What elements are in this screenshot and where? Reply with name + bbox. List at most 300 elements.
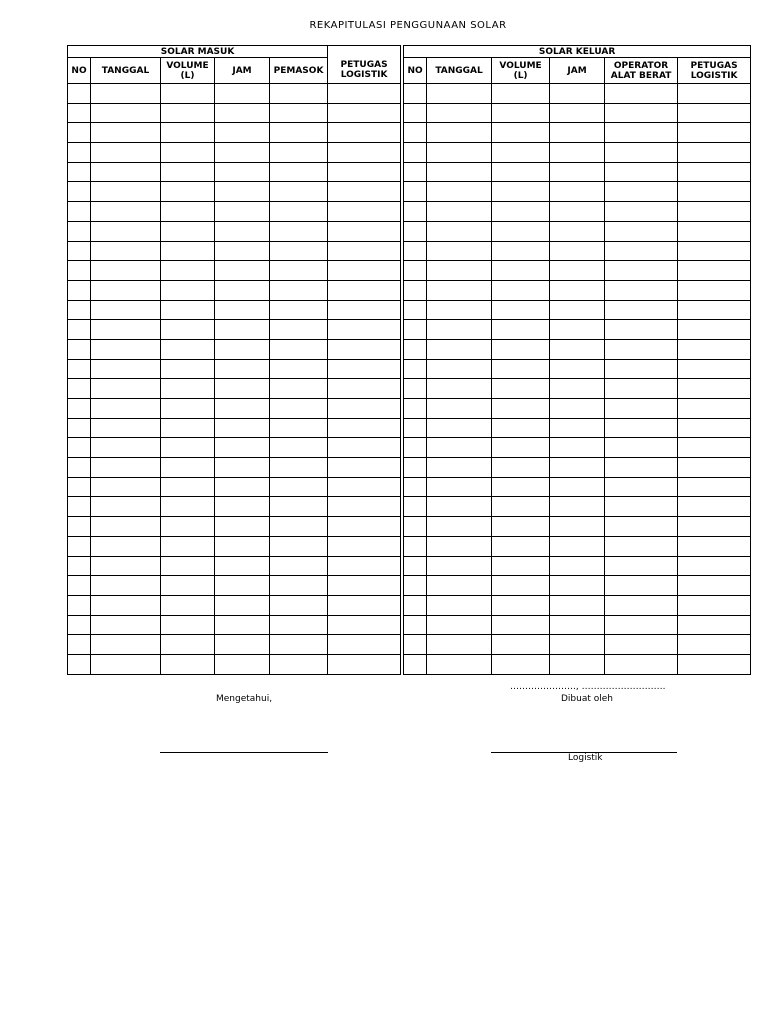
table-cell [68, 379, 91, 399]
table-cell [68, 477, 91, 497]
table-cell [161, 143, 215, 163]
petugas-logistik-top-cell [328, 46, 401, 58]
table-cell [404, 300, 427, 320]
table-cell [68, 517, 91, 537]
table-cell [404, 261, 427, 281]
table-cell [328, 300, 401, 320]
table-cell [404, 654, 427, 674]
table-cell [605, 556, 678, 576]
table-cell [492, 320, 550, 340]
table-row [68, 615, 751, 635]
table-cell [427, 595, 492, 615]
table-cell [91, 84, 161, 104]
table-cell [161, 418, 215, 438]
table-cell [678, 458, 751, 478]
table-cell [215, 477, 270, 497]
keluar-column-header: TANGGAL [427, 58, 492, 84]
table-cell [215, 123, 270, 143]
table-cell [91, 654, 161, 674]
table-cell [492, 536, 550, 556]
table-cell [91, 438, 161, 458]
table-cell [328, 241, 401, 261]
table-cell [404, 84, 427, 104]
table-cell [550, 202, 605, 222]
table-cell [492, 143, 550, 163]
table-cell [605, 280, 678, 300]
table-cell [91, 221, 161, 241]
table-cell [492, 241, 550, 261]
table-cell [427, 438, 492, 458]
table-row [68, 202, 751, 222]
table-cell [161, 536, 215, 556]
table-cell [678, 202, 751, 222]
table-cell [161, 320, 215, 340]
table-cell [550, 339, 605, 359]
table-cell [270, 654, 328, 674]
table-cell [328, 202, 401, 222]
table-cell [678, 517, 751, 537]
masuk-column-header: VOLUME (L) [161, 58, 215, 84]
table-cell [427, 221, 492, 241]
table-cell [161, 300, 215, 320]
table-row [68, 635, 751, 655]
table-cell [678, 576, 751, 596]
table-cell [678, 300, 751, 320]
table-cell [215, 497, 270, 517]
table-cell [550, 654, 605, 674]
table-cell [68, 162, 91, 182]
table-cell [270, 556, 328, 576]
table-row [68, 339, 751, 359]
table-cell [161, 615, 215, 635]
table-cell [404, 320, 427, 340]
table-cell [492, 438, 550, 458]
table-cell [550, 320, 605, 340]
table-cell [492, 221, 550, 241]
masuk-column-header: JAM [215, 58, 270, 84]
table-cell [492, 635, 550, 655]
table-cell [404, 103, 427, 123]
table-cell [678, 359, 751, 379]
table-cell [161, 261, 215, 281]
table-cell [161, 84, 215, 104]
table-cell [68, 339, 91, 359]
table-cell [215, 300, 270, 320]
table-cell [492, 261, 550, 281]
table-row [68, 300, 751, 320]
table-cell [427, 280, 492, 300]
table-cell [161, 654, 215, 674]
table-cell [215, 103, 270, 123]
table-cell [68, 280, 91, 300]
table-row [68, 182, 751, 202]
table-cell [91, 379, 161, 399]
table-cell [492, 379, 550, 399]
table-cell [427, 399, 492, 419]
table-cell [404, 123, 427, 143]
keluar-column-header: PETUGAS LOGISTIK [678, 58, 751, 84]
table-cell [492, 162, 550, 182]
table-cell [215, 359, 270, 379]
table-cell [91, 595, 161, 615]
table-cell [215, 221, 270, 241]
table-cell [328, 379, 401, 399]
table-cell [404, 339, 427, 359]
table-cell [605, 300, 678, 320]
table-cell [215, 320, 270, 340]
table-cell [215, 84, 270, 104]
table-cell [91, 123, 161, 143]
table-cell [678, 84, 751, 104]
table-cell [328, 497, 401, 517]
table-cell [215, 458, 270, 478]
table-cell [605, 221, 678, 241]
table-cell [68, 458, 91, 478]
table-cell [215, 576, 270, 596]
logistics-role-label: Logistik [568, 753, 603, 763]
table-cell [215, 241, 270, 261]
table-cell [404, 379, 427, 399]
table-cell [605, 517, 678, 537]
table-cell [68, 497, 91, 517]
table-cell [427, 418, 492, 438]
table-cell [427, 84, 492, 104]
table-cell [328, 123, 401, 143]
table-row [68, 241, 751, 261]
table-cell [328, 399, 401, 419]
table-cell [91, 517, 161, 537]
table-cell [605, 182, 678, 202]
table-cell [91, 576, 161, 596]
table-cell [492, 339, 550, 359]
table-cell [215, 379, 270, 399]
table-cell [605, 379, 678, 399]
table-cell [328, 339, 401, 359]
table-cell [404, 615, 427, 635]
table-cell [91, 103, 161, 123]
table-cell [605, 654, 678, 674]
table-cell [215, 182, 270, 202]
table-cell [492, 458, 550, 478]
table-cell [161, 635, 215, 655]
table-cell [215, 556, 270, 576]
table-cell [68, 556, 91, 576]
table-cell [270, 320, 328, 340]
table-cell [270, 635, 328, 655]
table-cell [404, 162, 427, 182]
table-cell [427, 103, 492, 123]
table-cell [270, 221, 328, 241]
table-cell [161, 280, 215, 300]
table-cell [404, 221, 427, 241]
table-cell [427, 339, 492, 359]
table-cell [550, 399, 605, 419]
table-cell [215, 595, 270, 615]
table-row [68, 261, 751, 281]
keluar-column-header: VOLUME (L) [492, 58, 550, 84]
table-cell [270, 379, 328, 399]
table-cell [404, 182, 427, 202]
table-cell [605, 162, 678, 182]
table-cell [68, 182, 91, 202]
table-row [68, 418, 751, 438]
table-cell [492, 300, 550, 320]
table-cell [91, 635, 161, 655]
table-row [68, 458, 751, 478]
table-cell [328, 182, 401, 202]
table-cell [678, 615, 751, 635]
table-cell [404, 576, 427, 596]
table-cell [492, 359, 550, 379]
table-cell [550, 458, 605, 478]
table-cell [215, 438, 270, 458]
table-cell [427, 182, 492, 202]
table-cell [678, 182, 751, 202]
table-cell [427, 359, 492, 379]
table-cell [161, 399, 215, 419]
table-cell [328, 536, 401, 556]
table-cell [605, 418, 678, 438]
table-cell [161, 458, 215, 478]
table-cell [161, 182, 215, 202]
table-cell [161, 438, 215, 458]
table-cell [550, 615, 605, 635]
table-cell [605, 261, 678, 281]
table-row [68, 595, 751, 615]
table-cell [678, 123, 751, 143]
table-row [68, 143, 751, 163]
table-row [68, 359, 751, 379]
table-cell [270, 339, 328, 359]
table-cell [68, 615, 91, 635]
table-cell [68, 202, 91, 222]
table-cell [550, 182, 605, 202]
table-cell [91, 241, 161, 261]
table-cell [270, 359, 328, 379]
table-cell [91, 399, 161, 419]
table-row [68, 84, 751, 104]
table-cell [605, 103, 678, 123]
masuk-column-header: PETUGAS LOGISTIK [328, 58, 401, 84]
table-row [68, 497, 751, 517]
table-cell [678, 162, 751, 182]
table-cell [550, 477, 605, 497]
place-date-placeholder: …………………., ………………………. [510, 682, 666, 692]
table-cell [404, 202, 427, 222]
table-cell [161, 379, 215, 399]
table-row [68, 379, 751, 399]
table-cell [605, 438, 678, 458]
table-cell [427, 576, 492, 596]
table-cell [270, 595, 328, 615]
table-cell [492, 280, 550, 300]
table-cell [550, 143, 605, 163]
table-cell [492, 418, 550, 438]
table-cell [605, 458, 678, 478]
keluar-column-header: NO [404, 58, 427, 84]
table-cell [404, 595, 427, 615]
table-cell [678, 221, 751, 241]
table-cell [550, 241, 605, 261]
table-cell [492, 477, 550, 497]
table-cell [161, 162, 215, 182]
table-cell [68, 320, 91, 340]
table-cell [550, 261, 605, 281]
table-cell [270, 280, 328, 300]
table-cell [68, 84, 91, 104]
table-cell [678, 654, 751, 674]
table-cell [404, 536, 427, 556]
table-row [68, 477, 751, 497]
table-cell [404, 477, 427, 497]
table-cell [161, 477, 215, 497]
table-cell [492, 103, 550, 123]
table-cell [91, 339, 161, 359]
table-cell [270, 576, 328, 596]
table-body [68, 84, 751, 675]
table-cell [605, 595, 678, 615]
table-cell [91, 477, 161, 497]
table-cell [215, 418, 270, 438]
table-cell [215, 654, 270, 674]
column-header-row [68, 58, 751, 84]
table-cell [550, 84, 605, 104]
table-cell [328, 517, 401, 537]
masuk-column-header: NO [68, 58, 91, 84]
table-cell [68, 221, 91, 241]
table-cell [215, 162, 270, 182]
table-cell [605, 339, 678, 359]
table-row [68, 576, 751, 596]
table-cell [215, 143, 270, 163]
masuk-column-header: PEMASOK [270, 58, 328, 84]
table-cell [270, 300, 328, 320]
table-cell [427, 458, 492, 478]
table-cell [161, 576, 215, 596]
table-cell [68, 654, 91, 674]
table-cell [68, 418, 91, 438]
table-cell [492, 84, 550, 104]
table-cell [404, 497, 427, 517]
table-cell [270, 536, 328, 556]
table-cell [215, 399, 270, 419]
table-cell [68, 595, 91, 615]
table-cell [550, 556, 605, 576]
table-cell [328, 556, 401, 576]
table-cell [678, 497, 751, 517]
table-cell [492, 517, 550, 537]
table-cell [270, 458, 328, 478]
table-cell [161, 517, 215, 537]
table-cell [328, 84, 401, 104]
table-cell [161, 241, 215, 261]
table-cell [605, 241, 678, 261]
table-cell [550, 379, 605, 399]
table-cell [161, 202, 215, 222]
table-cell [270, 162, 328, 182]
table-cell [161, 123, 215, 143]
table-cell [404, 556, 427, 576]
table-cell [605, 202, 678, 222]
table-cell [605, 497, 678, 517]
table-cell [68, 359, 91, 379]
table-cell [270, 418, 328, 438]
table-cell [91, 418, 161, 438]
table-cell [68, 143, 91, 163]
table-cell [550, 162, 605, 182]
table-cell [215, 536, 270, 556]
table-cell [161, 497, 215, 517]
table-cell [328, 143, 401, 163]
table-cell [605, 143, 678, 163]
table-cell [678, 477, 751, 497]
table-cell [427, 635, 492, 655]
solar-recap-table [67, 45, 751, 675]
table-cell [404, 458, 427, 478]
table-cell [678, 399, 751, 419]
table-cell [404, 517, 427, 537]
table-cell [215, 339, 270, 359]
table-cell [68, 261, 91, 281]
table-cell [404, 418, 427, 438]
table-row [68, 654, 751, 674]
table-cell [550, 418, 605, 438]
table-cell [427, 123, 492, 143]
table-row [68, 517, 751, 537]
table-cell [161, 103, 215, 123]
table-cell [605, 359, 678, 379]
table-cell [215, 280, 270, 300]
table-cell [492, 576, 550, 596]
table-row [68, 123, 751, 143]
table-cell [492, 654, 550, 674]
table-row [68, 536, 751, 556]
table-cell [678, 556, 751, 576]
table-cell [492, 615, 550, 635]
table-cell [605, 635, 678, 655]
table-cell [270, 438, 328, 458]
table-cell [68, 399, 91, 419]
table-cell [404, 438, 427, 458]
table-cell [270, 399, 328, 419]
table-cell [270, 261, 328, 281]
prepared-by-label: Dibuat oleh [561, 694, 614, 704]
keluar-column-header: OPERATOR ALAT BERAT [605, 58, 678, 84]
table-cell [678, 241, 751, 261]
table-cell [427, 261, 492, 281]
table-cell [215, 615, 270, 635]
table-cell [427, 536, 492, 556]
table-cell [270, 123, 328, 143]
table-cell [68, 536, 91, 556]
table-cell [328, 576, 401, 596]
table-cell [550, 359, 605, 379]
table-cell [91, 261, 161, 281]
table-cell [550, 536, 605, 556]
table-row [68, 280, 751, 300]
table-cell [427, 497, 492, 517]
table-cell [68, 635, 91, 655]
table-cell [492, 123, 550, 143]
table-cell [492, 497, 550, 517]
table-cell [91, 320, 161, 340]
section-header-solar-keluar: SOLAR KELUAR [404, 46, 751, 58]
table-cell [605, 477, 678, 497]
table-cell [68, 123, 91, 143]
table-cell [91, 556, 161, 576]
table-cell [678, 320, 751, 340]
table-cell [328, 103, 401, 123]
